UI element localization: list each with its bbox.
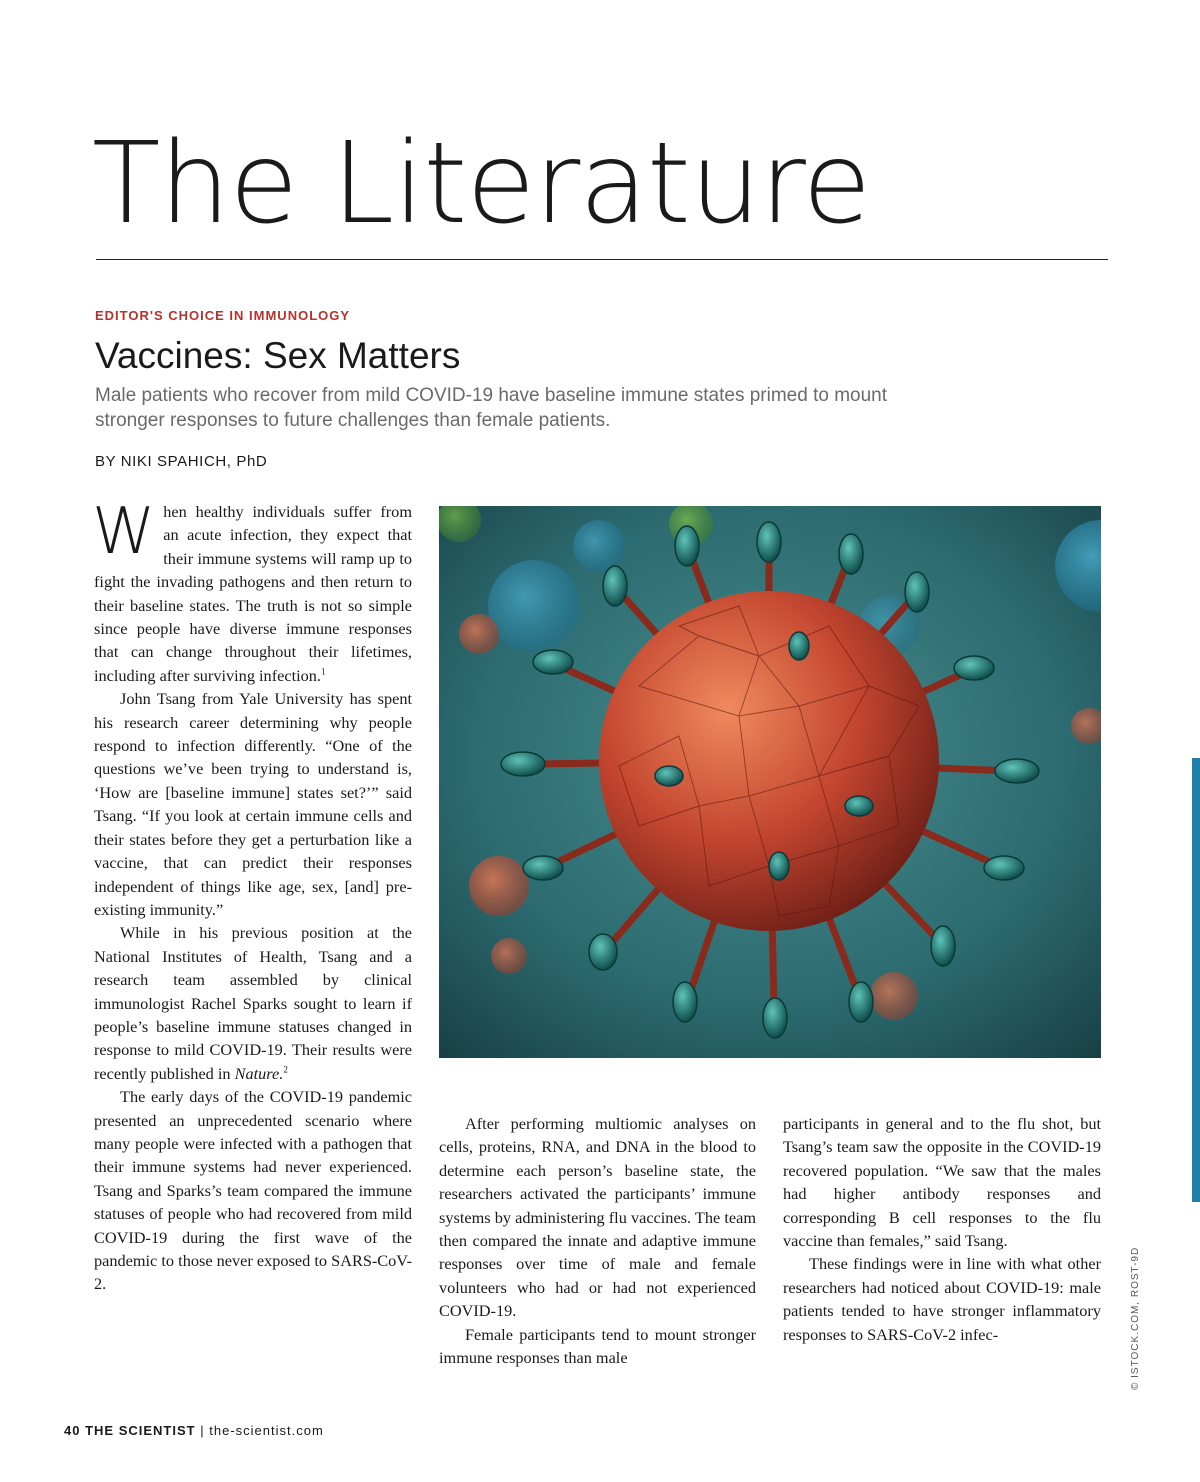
paragraph-text: While in his previous position at the National Institutes of Health, Tsang and a research team assembled by clinical immunologist Rachel Sparks sought to learn if people’s baseline immune statuses changed in response to mild COVID-19. Their results were recently published in (94, 923, 412, 1083)
body-paragraph: John Tsang from Yale University has spent his research career determining why people respond to infection differently. “One of the questions we’ve been trying to understand is, ‘How are [baseline immune] states set?’” said Tsang. “If you look at certain immune cells and their states before they get a perturbation like a vaccine, that can predict their responses independent of things like age, sex, [and] pre-existing immunity.” (94, 689, 412, 919)
body-column-1 (92, 495, 412, 1296)
article-dek: Male patients who recover from mild COVID-19 have baseline immune states primed to mount stronger responses to future challenges than female patients. (95, 385, 888, 431)
section-title: The Literature (92, 119, 871, 249)
magazine-name: THE SCIENTIST (85, 1423, 196, 1438)
body-paragraph: Female participants tend to mount stronger immune responses than male (439, 1324, 756, 1368)
background-virus (488, 560, 580, 652)
background-virus (573, 520, 625, 572)
background-virus (491, 938, 527, 974)
body-column-3 (783, 1112, 1101, 1346)
journal-name: Nature. (234, 1063, 284, 1083)
byline: BY NIKI SPAHICH, PhD (95, 453, 268, 470)
reference-marker: 1 (320, 666, 326, 677)
website-url[interactable]: the-scientist.com (209, 1423, 324, 1438)
body-paragraph (92, 495, 412, 687)
page-footer (64, 1423, 324, 1438)
background-virus (469, 856, 529, 916)
reference-marker: 2 (283, 1064, 288, 1075)
section-kicker: EDITOR'S CHOICE IN IMMUNOLOGY (95, 308, 351, 323)
paragraph-text: hen healthy individuals suffer from an acute infection, they expect that their immune systems will ramp up to fight the invading pathogens and then return to their baseline states. The truth is not so simple since people have diverse immune responses that can change throughout their lifetimes, including after surviving infection. (94, 502, 412, 685)
title-divider (96, 259, 1108, 260)
footer-separator: | (200, 1423, 205, 1438)
background-virus (870, 972, 918, 1020)
page-edge-tab (1192, 758, 1200, 1202)
drop-cap: W (92, 495, 156, 569)
page-number: 40 (64, 1423, 81, 1438)
article-headline: Vaccines: Sex Matters (95, 335, 461, 376)
body-paragraph: participants in general and to the flu shot, but Tsang’s team saw the opposite in the COVID-19 recovered population. “We saw that the males had higher antibody responses and corresponding B cell responses to the flu vaccine than females,” said Tsang. (783, 1114, 1101, 1251)
body-paragraph: These findings were in line with what other researchers had noticed about COVID-19: male patients tended to have stronger inflammatory responses to SARS-CoV-2 infec- (783, 1254, 1101, 1344)
background-virus (459, 614, 499, 654)
body-paragraph (94, 921, 412, 1085)
virus-body (599, 591, 939, 931)
body-column-2 (439, 1112, 756, 1369)
photo-credit: © ISTOCK.COM, ROST-9D (1130, 1246, 1141, 1390)
virus-illustration (439, 506, 1101, 1058)
body-paragraph: After performing multiomic analyses on cells, proteins, RNA, and DNA in the blood to determine each person’s baseline state, the researchers activated the participants’ immune systems by administering flu vaccines. The team then compared the innate and adaptive immune responses over time of male and female volunteers who had or had not experienced COVID-19. (439, 1114, 756, 1321)
body-paragraph: The early days of the COVID-19 pandemic presented an unprecedented scenario where many people were infected with a pathogen that their immune systems had never experienced. Tsang and Sparks’s team compared the immune statuses of people who had recovered from mild COVID-19 during the first wave of the pandemic to those never exposed to SARS-CoV-2. (94, 1087, 412, 1294)
